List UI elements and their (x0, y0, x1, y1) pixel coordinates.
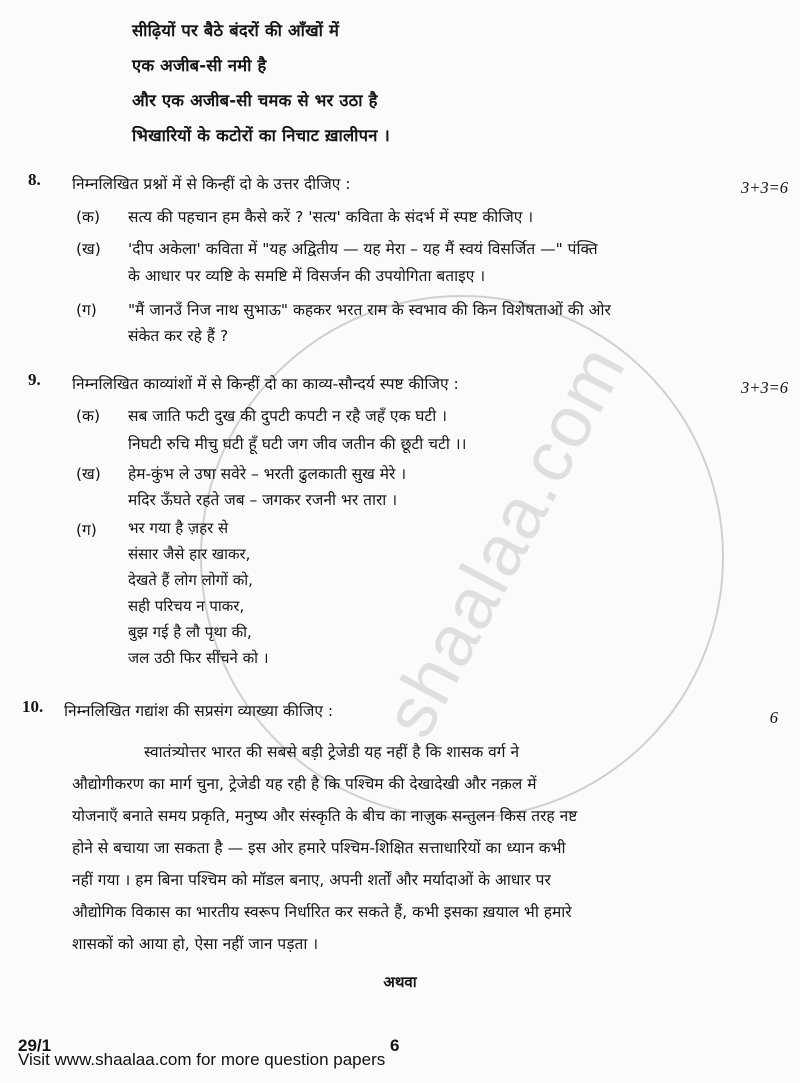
question-number: 9. (28, 370, 41, 389)
question-text: निम्नलिखित प्रश्नों में से किन्हीं दो के उत्तर दीजिए : (72, 175, 351, 193)
question-marks: 3+3=6 (740, 178, 788, 197)
option-text: 'दीप अकेला' कविता में "यह अद्वितीय — यह मेरा – यह मैं स्वयं विसर्जित —" पंक्ति (128, 240, 598, 258)
question-number: 8. (28, 170, 41, 189)
question-number: 10. (22, 697, 44, 716)
paragraph-line: होने से बचाया जा सकता है — इस ओर हमारे पश्चिम-शिक्षित सत्ताधारियों का ध्यान कभी (72, 839, 566, 857)
paragraph-line: स्वातंत्र्योत्तर भारत की सबसे बड़ी ट्रेजेडी यह नहीं है कि शासक वर्ग ने (144, 743, 520, 761)
paper-code: 29/1 (18, 1036, 52, 1055)
option-text: निघटी रुचि मीचु घटी हूँ घटी जग जीव जतीन की छूटी चटी ।। (128, 435, 467, 453)
option-text: "मैं जानउँ निज नाथ सुभाऊ" कहकर भरत राम के स्वभाव की किन विशेषताओं की ओर (128, 301, 611, 319)
option-text: बुझ गई है लौ पृथा की, (128, 623, 252, 641)
option-text: देखते हैं लोग लोगों को, (128, 571, 253, 589)
paragraph-line: नहीं गया । हम बिना पश्चिम को मॉडल बनाए, अपनी शर्तों और मर्यादाओं के आधार पर (72, 871, 551, 889)
shaalaa-link[interactable]: Visit www.shaalaa.com for more question papers (18, 1050, 386, 1069)
option-text: सब जाति फटी दुख की दुपटी कपटी न रहै जहँ एक घटी । (128, 407, 448, 425)
option-text: हेम-कुंभ ले उषा सवेरे – भरती ढुलकाती सुख मेरे । (128, 465, 407, 483)
option-text: भर गया है ज़हर से (128, 519, 229, 537)
paragraph-line: शासकों को आया हो, ऐसा नहीं जान पड़ता । (72, 935, 319, 953)
poem-line: भिखारियों के कटोरों का निचाट ख़ालीपन । (132, 126, 390, 145)
question-marks: 6 (769, 708, 778, 727)
option-label: (ग) (76, 521, 97, 539)
athva-divider: अथवा (383, 973, 417, 991)
option-label: (ग) (76, 301, 97, 319)
paragraph-line: औद्योगिक विकास का भारतीय स्वरूप निर्धारित कर सकते हैं, कभी इसका ख़याल भी हमारे (72, 903, 572, 921)
option-label: (क) (76, 208, 100, 226)
poem-line: और एक अजीब-सी चमक से भर उठा है (132, 91, 378, 110)
question-marks: 3+3=6 (740, 378, 788, 397)
question-text: निम्नलिखित गद्यांश की सप्रसंग व्याख्या कीजिए : (64, 702, 334, 720)
poem-line: सीढ़ियों पर बैठे बंदरों की आँखों में (132, 21, 340, 40)
page-number: 6 (390, 1036, 400, 1055)
option-label: (क) (76, 407, 100, 425)
paragraph-line: औद्योगीकरण का मार्ग चुना, ट्रेजेडी यह रही है कि पश्चिम की देखादेखी और नक़ल में (72, 775, 537, 793)
option-text: जल उठी फिर सींचने को । (128, 649, 269, 667)
option-text: सत्य की पहचान हम कैसे करें ? 'सत्य' कविता के संदर्भ में स्पष्ट कीजिए । (128, 208, 534, 226)
option-label: (ख) (76, 240, 101, 258)
option-label: (ख) (76, 465, 101, 483)
poem-line: एक अजीब-सी नमी है (132, 56, 267, 75)
paragraph-line: योजनाएँ बनाते समय प्रकृति, मनुष्य और संस्कृति के बीच का नाज़ुक सन्तुलन किस तरह नष्ट (72, 807, 578, 825)
option-text: संसार जैसे हार खाकर, (128, 545, 251, 563)
option-text: संकेत कर रहे हैं ? (128, 327, 229, 345)
watermark-text: shaalaa.com (368, 332, 642, 750)
option-text: के आधार पर व्यष्टि के समष्टि में विसर्जन की उपयोगिता बताइए । (128, 267, 486, 285)
option-text: सही परिचय न पाकर, (128, 597, 245, 615)
question-text: निम्नलिखित काव्यांशों में से किन्हीं दो का काव्य-सौन्दर्य स्पष्ट कीजिए : (72, 375, 459, 393)
option-text: मदिर ऊँघते रहते जब – जगकर रजनी भर तारा । (128, 491, 398, 509)
